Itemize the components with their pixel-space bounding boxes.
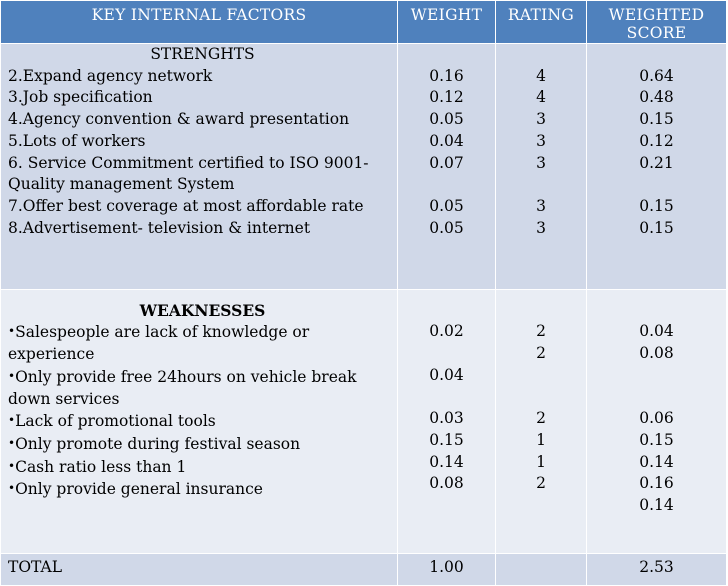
strength-weight: 0.16 xyxy=(429,66,464,85)
weakness-weight: 0.04 xyxy=(429,365,464,384)
strength-rating: 3 xyxy=(536,110,546,129)
strengths-row xyxy=(1,44,727,290)
strength-rating: 3 xyxy=(536,131,546,150)
strength-item: 5.Lots of workers xyxy=(8,131,146,150)
weakness-score: 0.14 xyxy=(639,495,674,514)
weakness-item: •Only promote during festival season xyxy=(8,434,301,453)
strength-score: 0.15 xyxy=(639,218,674,237)
weakness-score: 0.14 xyxy=(639,452,674,471)
strength-score: 0.64 xyxy=(639,66,674,85)
header-factors: KEY INTERNAL FACTORS xyxy=(1,1,398,44)
weakness-item: •Salespeople are lack of knowledge or experience xyxy=(8,323,310,364)
total-label: TOTAL xyxy=(1,554,398,586)
strengths-title: STRENGHTS xyxy=(150,45,255,63)
strengths-score-cell xyxy=(587,44,727,290)
weakness-item: •Only provide free 24hours on vehicle break down services xyxy=(8,367,357,408)
weakness-item: •Only provide general insurance xyxy=(8,480,263,499)
weaknesses-score-cell xyxy=(587,289,727,554)
strength-rating: 4 xyxy=(536,66,546,85)
strength-score: 0.15 xyxy=(639,196,674,215)
strengths-weight-cell xyxy=(398,44,496,290)
strength-item: 8.Advertisement- television & internet xyxy=(8,218,311,237)
strength-weight: 0.05 xyxy=(429,218,464,237)
weaknesses-row xyxy=(1,289,727,554)
strength-item: 2.Expand agency network xyxy=(8,66,213,85)
header-weight: WEIGHT xyxy=(398,1,496,44)
strength-weight: 0.07 xyxy=(429,153,464,172)
weakness-score: 0.04 xyxy=(639,322,674,341)
total-score: 2.53 xyxy=(587,554,727,586)
strength-score: 0.15 xyxy=(639,110,674,129)
weakness-weight: 0.08 xyxy=(429,474,464,493)
weakness-rating: 2 xyxy=(536,474,546,493)
strength-item: 4.Agency convention & award presentation xyxy=(8,110,350,129)
total-row xyxy=(1,554,727,586)
header-rating: RATING xyxy=(496,1,587,44)
strength-item: 6. Service Commitment certified to ISO 9001-Quality management System xyxy=(8,153,369,194)
weakness-score: 0.06 xyxy=(639,409,674,428)
weakness-item: •Lack of promotional tools xyxy=(8,412,216,431)
strength-rating: 3 xyxy=(536,196,546,215)
strength-item: 3.Job specification xyxy=(8,88,153,107)
strength-rating: 3 xyxy=(536,153,546,172)
strengths-rating-cell xyxy=(496,44,587,290)
strength-weight: 0.04 xyxy=(429,131,464,150)
weakness-weight: 0.03 xyxy=(429,409,464,428)
strength-score: 0.12 xyxy=(639,131,674,150)
weakness-weight: 0.02 xyxy=(429,322,464,341)
strength-weight: 0.05 xyxy=(429,110,464,129)
weakness-rating: 2 xyxy=(536,409,546,428)
header-weighted-score: WEIGHTED SCORE xyxy=(587,1,727,44)
total-weight: 1.00 xyxy=(398,554,496,586)
weakness-score: 0.08 xyxy=(639,344,674,363)
weakness-score: 0.16 xyxy=(639,474,674,493)
strengths-factors-cell xyxy=(1,44,398,290)
weaknesses-rating-cell xyxy=(496,289,587,554)
strength-weight: 0.05 xyxy=(429,196,464,215)
weaknesses-factors-cell xyxy=(1,289,398,554)
weakness-rating: 2 xyxy=(536,344,546,363)
strength-score: 0.48 xyxy=(639,88,674,107)
total-rating xyxy=(496,554,587,586)
strength-rating: 4 xyxy=(536,88,546,107)
weakness-item: •Cash ratio less than 1 xyxy=(8,457,187,476)
weakness-weight: 0.15 xyxy=(429,430,464,449)
weakness-rating: 1 xyxy=(536,452,546,471)
strength-item: 7.Offer best coverage at most affordable rate xyxy=(8,196,364,215)
weakness-weight: 0.14 xyxy=(429,452,464,471)
weaknesses-title: WEAKNESSES xyxy=(139,300,266,320)
weakness-rating: 1 xyxy=(536,430,546,449)
header-row xyxy=(1,1,727,44)
strength-rating: 3 xyxy=(536,218,546,237)
strength-weight: 0.12 xyxy=(429,88,464,107)
weaknesses-weight-cell xyxy=(398,289,496,554)
weakness-rating: 2 xyxy=(536,322,546,341)
strength-score: 0.21 xyxy=(639,153,674,172)
weakness-score: 0.15 xyxy=(639,430,674,449)
